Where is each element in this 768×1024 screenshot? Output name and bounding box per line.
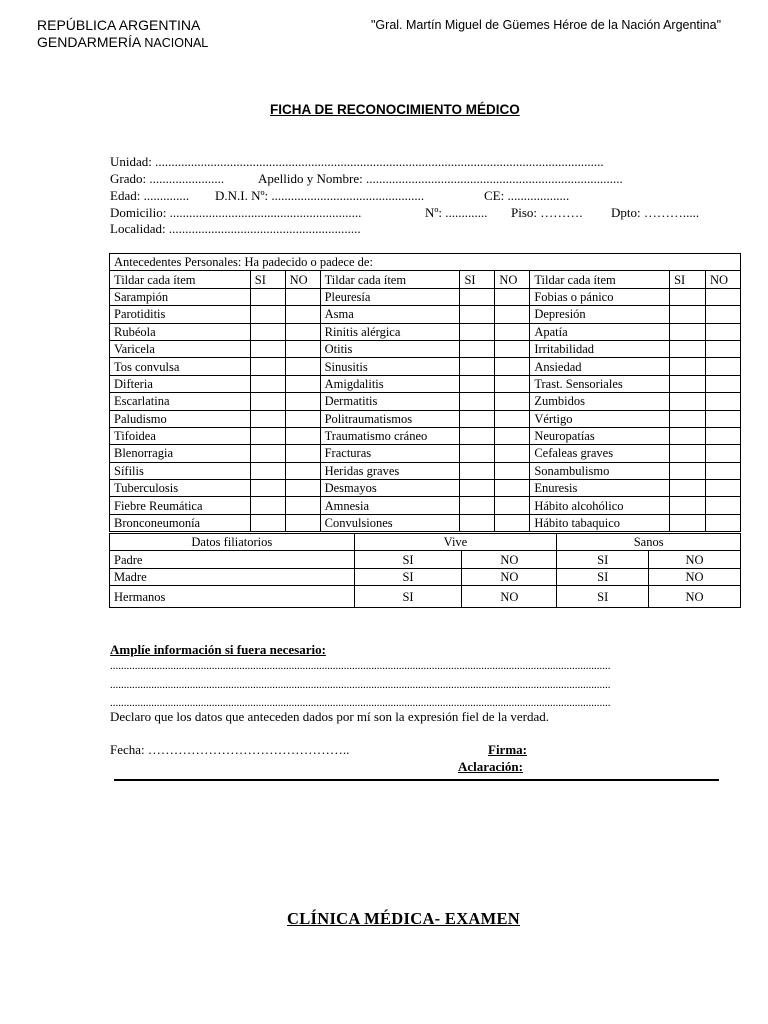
checkbox-si[interactable] — [250, 393, 285, 410]
declaration-text: Declaro que los datos que anteceden dados por mí son la expresión fiel de la verdad. — [110, 709, 549, 724]
antecedentes-row — [110, 480, 741, 497]
org-line-1: REPÚBLICA ARGENTINA — [37, 17, 201, 33]
disease-item: Amigdalitis — [320, 375, 460, 392]
checkbox-no[interactable] — [495, 462, 530, 479]
option-sanos-si[interactable]: SI — [557, 551, 649, 568]
amplie-line-2[interactable]: ...................................................................................................................................................................................... — [110, 679, 611, 691]
field-dpto[interactable]: Dpto: ………..... — [611, 205, 700, 220]
checkbox-si[interactable] — [670, 288, 706, 305]
disease-item: Amnesia — [320, 497, 460, 514]
checkbox-si[interactable] — [670, 514, 706, 531]
disease-item: Trast. Sensoriales — [530, 375, 670, 392]
option-vive-si[interactable]: SI — [354, 586, 462, 608]
disease-item: Sífilis — [110, 462, 251, 479]
disease-item: Sarampión — [110, 288, 251, 305]
checkbox-si[interactable] — [250, 375, 285, 392]
checkbox-si[interactable] — [670, 340, 706, 357]
antecedentes-row — [110, 445, 741, 462]
checkbox-no[interactable] — [285, 427, 320, 444]
checkbox-no[interactable] — [285, 497, 320, 514]
col-header-si: SI — [460, 271, 495, 288]
checkbox-no[interactable] — [705, 514, 740, 531]
checkbox-si[interactable] — [250, 427, 285, 444]
checkbox-no[interactable] — [495, 497, 530, 514]
option-sanos-no[interactable]: NO — [649, 586, 741, 608]
field-domicilio[interactable]: Domicilio: ........................................................... — [110, 205, 362, 220]
disease-item: Politraumatismos — [320, 410, 460, 427]
checkbox-si[interactable] — [460, 340, 495, 357]
checkbox-no[interactable] — [495, 410, 530, 427]
org-line-2 — [37, 34, 208, 51]
checkbox-si[interactable] — [460, 393, 495, 410]
disease-item: Varicela — [110, 340, 251, 357]
checkbox-si[interactable] — [460, 462, 495, 479]
checkbox-no[interactable] — [705, 480, 740, 497]
checkbox-si[interactable] — [250, 288, 285, 305]
checkbox-si[interactable] — [670, 306, 706, 323]
disease-item: Otitis — [320, 340, 460, 357]
checkbox-si[interactable] — [670, 480, 706, 497]
checkbox-no[interactable] — [495, 445, 530, 462]
field-apellido-nombre[interactable]: Apellido y Nombre: ............................................................................... — [258, 171, 623, 186]
checkbox-no[interactable] — [285, 410, 320, 427]
checkbox-si[interactable] — [250, 480, 285, 497]
filiatorios-heading-row — [110, 534, 741, 551]
checkbox-si[interactable] — [460, 480, 495, 497]
checkbox-si[interactable] — [460, 323, 495, 340]
checkbox-no[interactable] — [705, 410, 740, 427]
disease-item: Neuropatías — [530, 427, 670, 444]
disease-item: Sonambulismo — [530, 462, 670, 479]
relative-label: Padre — [110, 551, 355, 568]
section-divider — [114, 779, 719, 781]
checkbox-si[interactable] — [460, 514, 495, 531]
disease-item: Dermatitis — [320, 393, 460, 410]
checkbox-no[interactable] — [285, 375, 320, 392]
antecedentes-row — [110, 288, 741, 305]
checkbox-no[interactable] — [285, 340, 320, 357]
checkbox-no[interactable] — [285, 393, 320, 410]
checkbox-no[interactable] — [285, 480, 320, 497]
col-header-item: Tildar cada ítem — [320, 271, 460, 288]
checkbox-no[interactable] — [285, 323, 320, 340]
antecedentes-table — [109, 253, 741, 532]
option-vive-no[interactable]: NO — [462, 586, 557, 608]
disease-item: Enuresis — [530, 480, 670, 497]
checkbox-si[interactable] — [670, 427, 706, 444]
disease-item: Irritabilidad — [530, 340, 670, 357]
amplie-line-3[interactable]: ...................................................................................................................................................................................... — [110, 697, 611, 709]
disease-item: Cefaleas graves — [530, 445, 670, 462]
disease-item: Blenorragia — [110, 445, 251, 462]
antecedentes-row — [110, 375, 741, 392]
checkbox-si[interactable] — [460, 445, 495, 462]
checkbox-si[interactable] — [670, 358, 706, 375]
checkbox-si[interactable] — [460, 306, 495, 323]
col-header-sanos: Sanos — [557, 534, 741, 551]
firma-label: Firma: — [488, 742, 527, 757]
checkbox-no[interactable] — [705, 497, 740, 514]
disease-item: Pleuresía — [320, 288, 460, 305]
antecedentes-row — [110, 306, 741, 323]
checkbox-no[interactable] — [285, 462, 320, 479]
disease-item: Bronconeumonía — [110, 514, 251, 531]
filiatorios-row — [110, 568, 741, 585]
col-header-si: SI — [670, 271, 706, 288]
col-header-vive: Vive — [354, 534, 557, 551]
checkbox-si[interactable] — [460, 288, 495, 305]
checkbox-no[interactable] — [495, 375, 530, 392]
org-line-2-small: NACIONAL — [144, 36, 209, 50]
option-sanos-no[interactable]: NO — [649, 551, 741, 568]
checkbox-no[interactable] — [495, 427, 530, 444]
disease-item: Sinusitis — [320, 358, 460, 375]
antecedentes-row — [110, 462, 741, 479]
antecedentes-row — [110, 323, 741, 340]
disease-item: Desmayos — [320, 480, 460, 497]
checkbox-si[interactable] — [670, 497, 706, 514]
option-vive-si[interactable]: SI — [354, 551, 462, 568]
checkbox-no[interactable] — [705, 306, 740, 323]
field-ce[interactable]: CE: ................... — [484, 188, 570, 203]
filiatorios-row — [110, 586, 741, 608]
checkbox-no[interactable] — [705, 427, 740, 444]
checkbox-si[interactable] — [250, 445, 285, 462]
checkbox-si[interactable] — [460, 358, 495, 375]
checkbox-no[interactable] — [705, 393, 740, 410]
disease-item: Rubéola — [110, 323, 251, 340]
antecedentes-row — [110, 497, 741, 514]
field-dni[interactable]: D.N.I. Nº: ............................................... — [215, 188, 425, 203]
motto: "Gral. Martín Miguel de Güemes Héroe de la Nación Argentina" — [371, 18, 722, 32]
checkbox-si[interactable] — [250, 340, 285, 357]
disease-item: Tuberculosis — [110, 480, 251, 497]
checkbox-si[interactable] — [460, 497, 495, 514]
antecedentes-row — [110, 427, 741, 444]
option-vive-no[interactable]: NO — [462, 568, 557, 585]
checkbox-no[interactable] — [705, 288, 740, 305]
antecedentes-row — [110, 393, 741, 410]
checkbox-si[interactable] — [250, 323, 285, 340]
disease-item: Hábito tabaquico — [530, 514, 670, 531]
col-header-si: SI — [250, 271, 285, 288]
col-header-item: Tildar cada ítem — [110, 271, 251, 288]
field-edad[interactable]: Edad: .............. — [110, 188, 190, 203]
section-title: CLÍNICA MÉDICA- EXAMEN — [287, 909, 521, 928]
checkbox-no[interactable] — [495, 323, 530, 340]
checkbox-si[interactable] — [250, 358, 285, 375]
col-header-no: NO — [285, 271, 320, 288]
disease-item: Escarlatina — [110, 393, 251, 410]
checkbox-no[interactable] — [285, 445, 320, 462]
option-sanos-si[interactable]: SI — [557, 568, 649, 585]
checkbox-no[interactable] — [495, 306, 530, 323]
option-sanos-si[interactable]: SI — [557, 586, 649, 608]
checkbox-no[interactable] — [705, 462, 740, 479]
col-header-no: NO — [705, 271, 740, 288]
checkbox-no[interactable] — [495, 514, 530, 531]
disease-item: Difteria — [110, 375, 251, 392]
disease-item: Zumbidos — [530, 393, 670, 410]
aclaracion-label: Aclaración: — [458, 759, 523, 774]
disease-item: Fracturas — [320, 445, 460, 462]
disease-item: Paludismo — [110, 410, 251, 427]
disease-item: Rinitis alérgica — [320, 323, 460, 340]
disease-item: Traumatismo cráneo — [320, 427, 460, 444]
relative-label: Hermanos — [110, 586, 355, 608]
disease-item: Depresión — [530, 306, 670, 323]
checkbox-no[interactable] — [285, 358, 320, 375]
checkbox-si[interactable] — [670, 393, 706, 410]
amplie-line-1[interactable]: ...................................................................................................................................................................................... — [110, 660, 611, 672]
checkbox-no[interactable] — [705, 340, 740, 357]
field-unidad[interactable]: Unidad: .......................................................................................................................................... — [110, 154, 604, 169]
filiatorios-heading: Datos filiatorios — [110, 534, 355, 551]
disease-item: Parotiditis — [110, 306, 251, 323]
disease-item: Asma — [320, 306, 460, 323]
checkbox-si[interactable] — [670, 410, 706, 427]
disease-item: Heridas graves — [320, 462, 460, 479]
page-title: FICHA DE RECONOCIMIENTO MÉDICO — [270, 102, 520, 117]
checkbox-no[interactable] — [285, 306, 320, 323]
disease-item: Fiebre Reumática — [110, 497, 251, 514]
col-header-no: NO — [495, 271, 530, 288]
field-piso[interactable]: Piso: ………. — [511, 205, 583, 220]
checkbox-si[interactable] — [460, 375, 495, 392]
checkbox-si[interactable] — [250, 462, 285, 479]
disease-item: Fobias o pánico — [530, 288, 670, 305]
filiatorios-row — [110, 551, 741, 568]
checkbox-si[interactable] — [670, 323, 706, 340]
antecedentes-row — [110, 340, 741, 357]
checkbox-no[interactable] — [495, 340, 530, 357]
checkbox-no[interactable] — [705, 358, 740, 375]
antecedentes-heading-row — [110, 254, 741, 271]
checkbox-no[interactable] — [705, 375, 740, 392]
disease-item: Vértigo — [530, 410, 670, 427]
disease-item: Tos convulsa — [110, 358, 251, 375]
disease-item: Apatía — [530, 323, 670, 340]
filiatorios-table — [109, 533, 741, 608]
org-line-2-main: GENDARMERÍA — [37, 34, 145, 50]
checkbox-si[interactable] — [250, 306, 285, 323]
checkbox-si[interactable] — [250, 497, 285, 514]
checkbox-no[interactable] — [495, 480, 530, 497]
relative-label: Madre — [110, 568, 355, 585]
field-numero[interactable]: Nº: ............. — [425, 205, 488, 220]
checkbox-no[interactable] — [495, 288, 530, 305]
checkbox-no[interactable] — [705, 445, 740, 462]
checkbox-no[interactable] — [495, 393, 530, 410]
option-vive-no[interactable]: NO — [462, 551, 557, 568]
antecedentes-column-headers — [110, 271, 741, 288]
field-grado[interactable]: Grado: ....................... — [110, 171, 225, 186]
checkbox-si[interactable] — [670, 375, 706, 392]
checkbox-si[interactable] — [250, 514, 285, 531]
checkbox-no[interactable] — [285, 514, 320, 531]
antecedentes-row — [110, 358, 741, 375]
checkbox-si[interactable] — [250, 410, 285, 427]
disease-item: Convulsiones — [320, 514, 460, 531]
antecedentes-heading: Antecedentes Personales: Ha padecido o padece de: — [110, 254, 741, 271]
checkbox-si[interactable] — [460, 410, 495, 427]
antecedentes-row — [110, 514, 741, 531]
checkbox-si[interactable] — [670, 462, 706, 479]
disease-item: Ansiedad — [530, 358, 670, 375]
checkbox-si[interactable] — [670, 445, 706, 462]
field-localidad[interactable]: Localidad: ........................................................... — [110, 221, 361, 236]
option-vive-si[interactable]: SI — [354, 568, 462, 585]
checkbox-no[interactable] — [285, 288, 320, 305]
checkbox-no[interactable] — [705, 323, 740, 340]
disease-item: Tifoidea — [110, 427, 251, 444]
option-sanos-no[interactable]: NO — [649, 568, 741, 585]
checkbox-no[interactable] — [495, 358, 530, 375]
amplie-label: Amplíe información si fuera necesario: — [110, 642, 326, 657]
checkbox-si[interactable] — [460, 427, 495, 444]
col-header-item: Tildar cada ítem — [530, 271, 670, 288]
disease-item: Hábito alcohólico — [530, 497, 670, 514]
fecha-field[interactable]: Fecha: ……………………………………….. — [110, 742, 350, 757]
antecedentes-row — [110, 410, 741, 427]
